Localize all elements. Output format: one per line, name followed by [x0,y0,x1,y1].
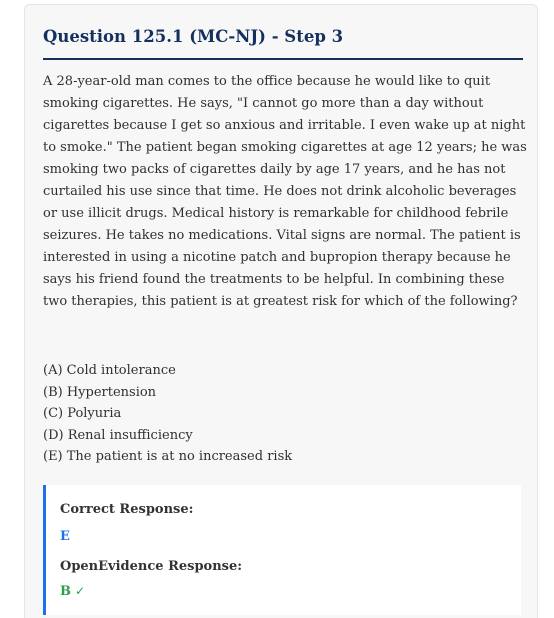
title-divider [43,58,523,60]
option-d: (D) Renal insufficiency [43,427,193,443]
option-b: (B) Hypertension [43,384,157,400]
correct-response-value: E [60,529,70,544]
openevidence-response-value: B [60,584,71,599]
openevidence-response [60,584,85,599]
answer-options [43,360,523,468]
option-c: (C) Polyuria [43,406,122,421]
question-text: A 28-year-old man comes to the office because he would like to quit smoking cigarettes. He says, "I cannot go more than a day without cigarettes because I get so anxious and irritable. I even wake up at night to smoke." The patient began smoking cigarettes at age 12 years; he was smoking two packs of cigarettes daily by age 17 years, and he has not curtailed his use since that time. He does not drink alcoholic beverages or use illicit drugs. Medical history is remarkable for childhood febrile seizures. He takes no medications. Vital signs are normal. The patient is interested in using a nicotine patch and bupropion therapy because he says his friend found the treatments to be helpful. In combining these two therapies, this patient is at greatest risk for which of the following? [43,74,527,309]
openevidence-response-label: OpenEvidence Response: [60,559,243,574]
check-icon: ✓ [75,584,86,598]
option-a: (A) Cold intolerance [43,363,176,378]
correct-response-label: Correct Response: [60,502,194,517]
response-panel [43,485,521,615]
question-card [24,4,538,618]
option-e: (E) The patient is at no increased risk [43,449,293,464]
question-title: Question 125.1 (MC-NJ) - Step 3 [43,27,344,46]
